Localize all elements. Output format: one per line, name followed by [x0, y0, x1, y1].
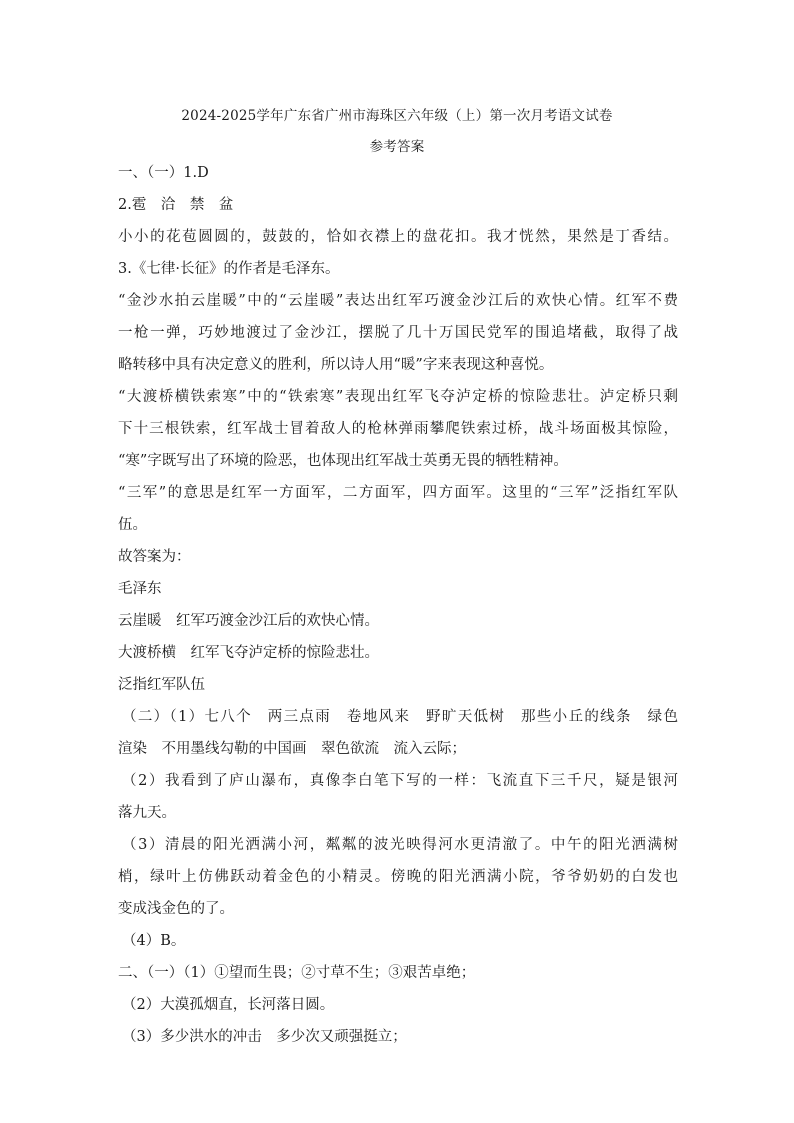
- part-two-q1-line-1: （二）（1）七八个 两三点雨 卷地风来 野旷天低树 那些小丘的线条 绿色: [122, 709, 678, 725]
- section-one-q1-answer: 一、（一）1.D: [118, 165, 209, 181]
- q3-explanation-line-3: 略转移中具有决定意义的胜利，所以诗人用“暖”字来表现这种喜悦。: [118, 357, 554, 373]
- part-two-q2-line-1: （2）我看到了庐山瀑布，真像李白笔下写的一样：飞流直下三千尺，疑是银河: [122, 773, 678, 789]
- part-two-q3-line-2: 梢，绿叶上仿佛跃动着金色的小精灵。傍晚的阳光洒满小院，爷爷奶奶的白发也: [118, 869, 678, 885]
- q2-sentence: 小小的花苞圆圆的，鼓鼓的，恰如衣襟上的盘花扣。我才恍然，果然是丁香结。: [118, 229, 678, 245]
- q3-explanation-line-2: 一枪一弹，巧妙地渡过了金沙江，摆脱了几十万国民党军的围追堵截，取得了战: [118, 325, 678, 341]
- q2-answer: 2.雹 洽 禁 盆: [118, 197, 234, 213]
- answer-item-daduqiao: 大渡桥横 红军飞夺泸定桥的惊险悲壮。: [118, 645, 379, 661]
- q3-explanation-line-4: “大渡桥横铁索寒”中的“铁索寒”表现出红军飞夺泸定桥的惊险悲壮。泸定桥只剩: [118, 389, 678, 405]
- section-two-q2-answer: （2）大漠孤烟直，长河落日圆。: [122, 997, 335, 1013]
- q3-explanation-line-8: 伍。: [118, 517, 147, 533]
- answer-item-author: 毛泽东: [118, 581, 162, 597]
- q3-explanation-line-6: “寒”字既写出了环境的险恶，也体现出红军战士英勇无畏的牺牲精神。: [118, 453, 568, 469]
- part-two-q1-line-2: 渲染 不用墨线勾勒的中国画 翠色欲流 流入云际；: [118, 741, 466, 757]
- q3-explanation-line-7: “三军”的意思是红军一方面军，二方面军，四方面军。这里的“三军”泛指红军队: [118, 485, 678, 501]
- answer-intro: 故答案为：: [118, 549, 191, 565]
- part-two-q4-answer: （4）B。: [122, 933, 186, 949]
- q3-explanation-line-5: 下十三根铁索，红军战士冒着敌人的枪林弹雨攀爬铁索过桥，战斗场面极其惊险，: [118, 421, 678, 437]
- section-two-q3-answer: （3）多少洪水的冲击 多少次又顽强挺立；: [122, 1029, 407, 1045]
- answer-item-yunyanuan: 云崖暖 红军巧渡金沙江后的欢快心情。: [118, 613, 379, 629]
- part-two-q3-line-3: 变成浅金色的了。: [118, 901, 234, 917]
- document-title: 2024-2025学年广东省广州市海珠区六年级（上）第一次月考语文试卷: [181, 108, 613, 124]
- section-two-q1-answer: 二、（一）（1）①望而生畏；②寸草不生；③艰苦卓绝；: [118, 965, 476, 981]
- q3-explanation-line-1: “金沙水拍云崖暖”中的“云崖暖”表达出红军巧渡金沙江后的欢快心情。红军不费: [118, 293, 678, 309]
- q3-author: 3.《七律·长征》的作者是毛泽东。: [118, 261, 340, 277]
- document-subtitle: 参考答案: [369, 139, 425, 155]
- answer-item-sanjun: 泛指红军队伍: [118, 677, 205, 693]
- part-two-q3-line-1: （3）清晨的阳光洒满小河，粼粼的波光映得河水更清澈了。中午的阳光洒满树: [122, 837, 678, 853]
- part-two-q2-line-2: 落九天。: [118, 805, 176, 821]
